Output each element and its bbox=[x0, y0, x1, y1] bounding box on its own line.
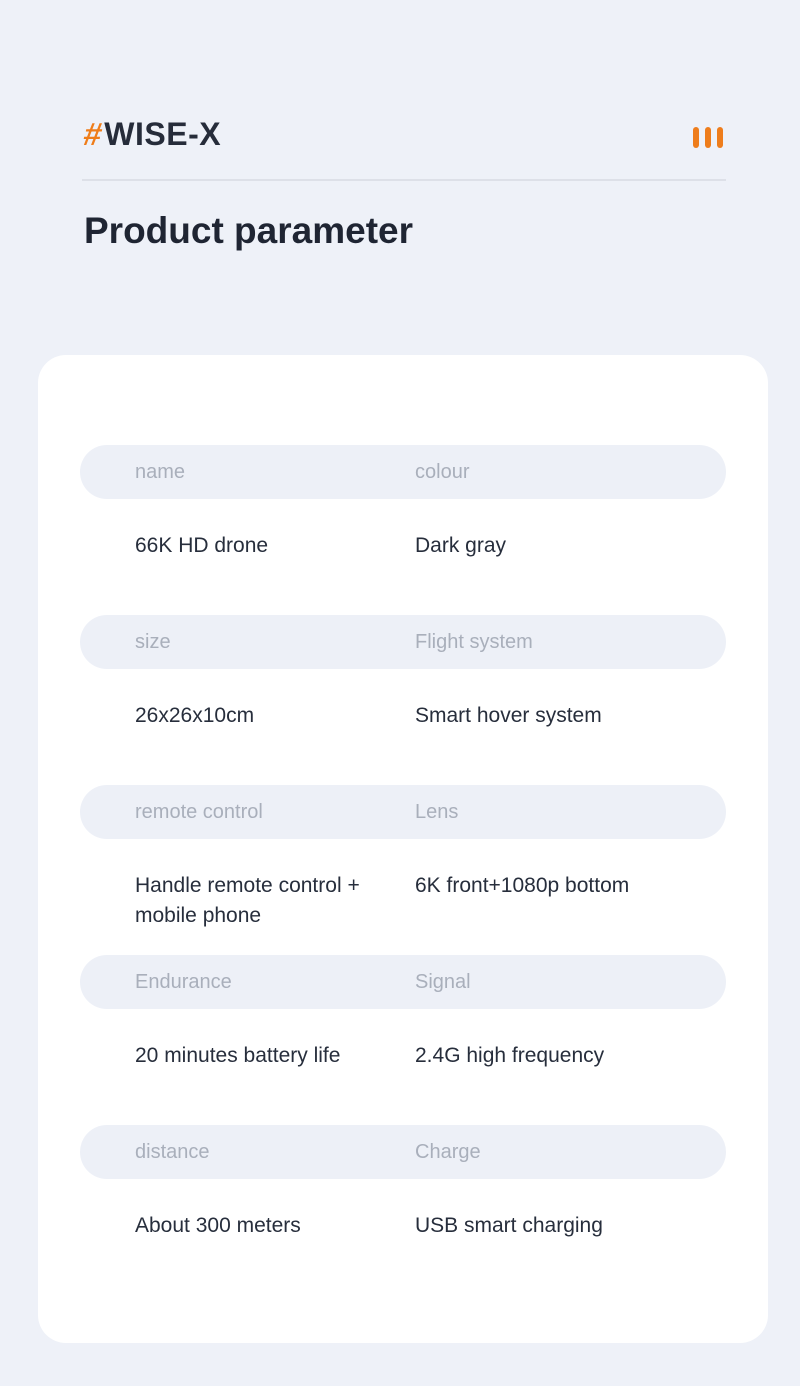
parameter-header-pill bbox=[80, 445, 726, 499]
menu-bar bbox=[717, 127, 723, 148]
parameter-value: 2.4G high frequency bbox=[415, 1044, 605, 1067]
parameter-value: 6K front+1080p bottom bbox=[415, 874, 630, 897]
parameter-row bbox=[38, 1125, 768, 1295]
parameter-value: About 300 meters bbox=[135, 1214, 301, 1237]
parameter-header-pill bbox=[80, 955, 726, 1009]
menu-bar bbox=[693, 127, 699, 148]
parameter-row bbox=[38, 955, 768, 1125]
parameter-header-pill bbox=[80, 615, 726, 669]
header-divider bbox=[82, 179, 726, 181]
parameter-value: Handle remote control + mobile phone bbox=[135, 874, 360, 927]
parameter-value: Dark gray bbox=[415, 534, 507, 557]
page-title: Product parameter bbox=[84, 210, 413, 251]
menu-bar bbox=[705, 127, 711, 148]
parameter-label: name bbox=[135, 461, 186, 483]
parameter-row bbox=[38, 785, 768, 955]
parameter-label: Charge bbox=[415, 1141, 481, 1163]
parameter-header-pill bbox=[80, 1125, 726, 1179]
parameter-label: Flight system bbox=[415, 631, 533, 653]
parameter-label: size bbox=[135, 631, 171, 653]
parameter-label: distance bbox=[135, 1141, 210, 1163]
parameters-card bbox=[38, 355, 768, 1343]
brand-logo bbox=[80, 116, 222, 153]
parameter-value: 26x26x10cm bbox=[135, 704, 255, 727]
hash-mark: # bbox=[80, 116, 106, 152]
parameter-value: 20 minutes battery life bbox=[135, 1044, 341, 1067]
parameter-row bbox=[38, 445, 768, 615]
parameter-label: colour bbox=[415, 461, 470, 483]
parameter-label: remote control bbox=[135, 801, 263, 823]
parameter-label: Endurance bbox=[135, 971, 232, 993]
menu-bars-icon[interactable] bbox=[693, 127, 723, 148]
brand-logo-text: WISE-X bbox=[104, 116, 222, 152]
parameter-label: Lens bbox=[415, 801, 459, 823]
parameter-value: 66K HD drone bbox=[135, 534, 269, 557]
parameter-value: USB smart charging bbox=[415, 1214, 603, 1237]
parameter-header-pill bbox=[80, 785, 726, 839]
parameter-label: Signal bbox=[415, 971, 471, 993]
parameter-row bbox=[38, 615, 768, 785]
parameter-value: Smart hover system bbox=[415, 704, 602, 727]
